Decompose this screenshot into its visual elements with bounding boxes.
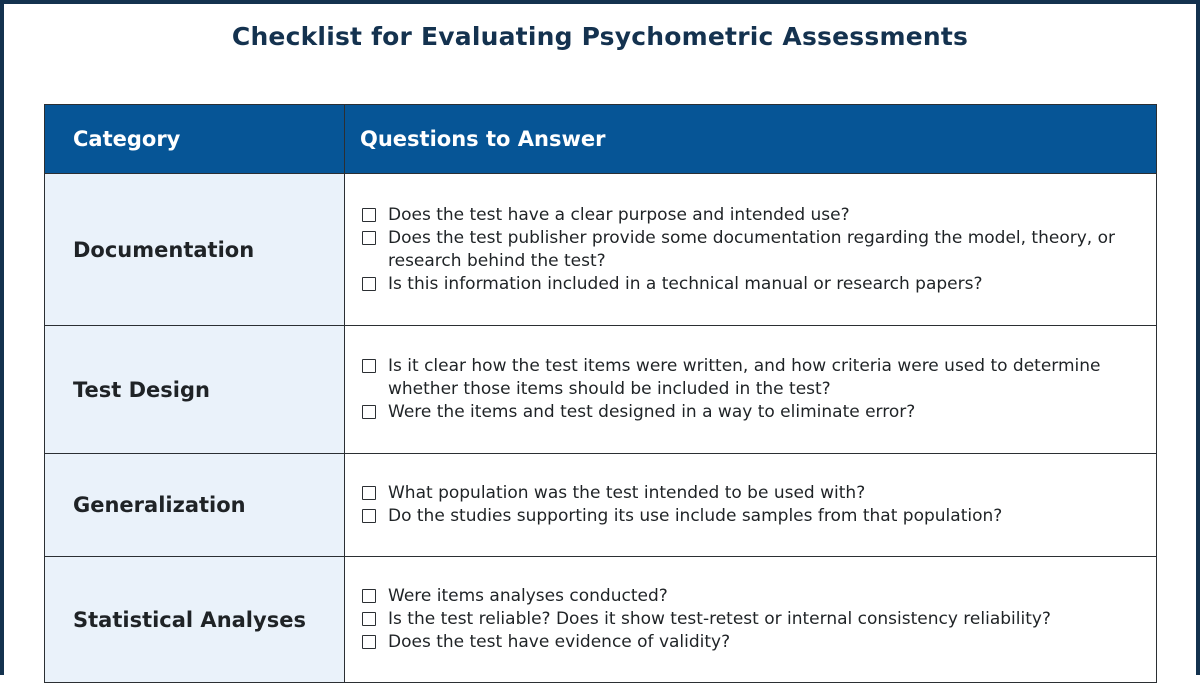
checkbox-icon[interactable] [362,359,376,373]
checkbox-icon[interactable] [362,589,376,603]
question-text: Is it clear how the test items were written, and how criteria were used to determine whether those items should be included in the test? [388,356,1101,399]
checkbox-icon[interactable] [362,231,376,245]
checklist-table [44,104,1157,683]
checklist-item[interactable] [360,204,1156,227]
page-title: Checklist for Evaluating Psychometric Assessments [231,22,969,51]
category-cell: Statistical Analyses [45,557,345,683]
checkbox-icon[interactable] [362,509,376,523]
checkbox-icon[interactable] [362,612,376,626]
table-row-documentation [45,174,1157,326]
questions-cell [345,557,1157,683]
checklist-item[interactable] [360,505,1156,528]
category-column-header: Category [45,105,345,174]
category-cell: Test Design [45,326,345,454]
checklist-item[interactable] [360,585,1156,608]
checkbox-icon[interactable] [362,486,376,500]
checkbox-icon[interactable] [362,405,376,419]
questions-cell [345,326,1157,454]
question-text: Do the studies supporting its use include samples from that population? [388,506,1003,526]
checklist-item[interactable] [360,631,1156,654]
question-text: Were items analyses conducted? [388,586,668,606]
table-row-test-design [45,326,1157,454]
checklist-item[interactable] [360,608,1156,631]
question-text: Does the test have a clear purpose and intended use? [388,204,850,225]
checkbox-icon[interactable] [362,635,376,649]
question-text: Does the test publisher provide some documentation regarding the model, theory, or research behind the test? [388,227,1115,271]
question-text: Is this information included in a technical manual or research papers? [388,273,983,294]
question-text: Were the items and test designed in a way to eliminate error? [388,402,916,422]
questions-cell [345,174,1157,326]
checklist-item[interactable] [360,482,1156,505]
checkbox-icon[interactable] [362,208,376,222]
table-row-generalization [45,454,1157,557]
questions-column-header: Questions to Answer [345,105,1157,174]
category-cell: Generalization [45,454,345,557]
checklist-item[interactable] [360,355,1156,401]
category-cell: Documentation [45,174,345,326]
question-text: Is the test reliable? Does it show test-retest or internal consistency reliability? [388,609,1051,629]
table-header-row [45,105,1157,174]
checklist-item[interactable] [360,227,1156,273]
table-row-statistical-analyses [45,557,1157,683]
checklist-item[interactable] [360,273,1156,296]
checkbox-icon[interactable] [362,277,376,291]
question-text: Does the test have evidence of validity? [388,632,731,652]
question-text: What population was the test intended to be used with? [388,483,866,503]
questions-cell [345,454,1157,557]
checklist-item[interactable] [360,401,1156,424]
